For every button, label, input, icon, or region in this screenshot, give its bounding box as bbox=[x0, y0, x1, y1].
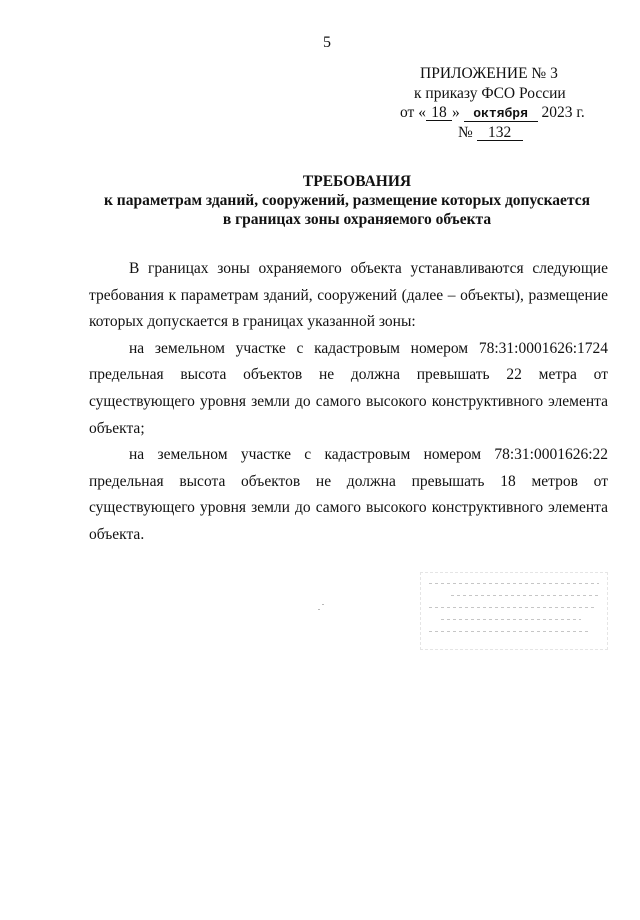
order-number: 132 bbox=[477, 125, 523, 141]
date-prefix: от « bbox=[400, 104, 426, 121]
faded-stamp bbox=[420, 572, 608, 650]
scan-speck bbox=[318, 609, 320, 610]
page-number: 5 bbox=[323, 34, 331, 51]
appendix-number bbox=[400, 123, 610, 143]
scan-speck bbox=[322, 604, 324, 605]
date-month: октября bbox=[464, 106, 538, 122]
paragraph-item-1: на земельном участке с кадастровым номером 78:31:0001626:1724 предельная высота объектов не должна превышать 22 метра от существующего уровня земли до самого высокого конструктивного элемента объекта; bbox=[89, 339, 608, 437]
appendix-date bbox=[400, 103, 610, 123]
date-mid: » bbox=[451, 104, 460, 121]
appendix-header bbox=[400, 64, 610, 142]
date-day: 18 bbox=[426, 105, 452, 121]
appendix-order-ref: к приказу ФСО России bbox=[414, 84, 566, 102]
title-subtitle-line-1: к параметрам зданий, сооружений, размещение которых допускается bbox=[103, 192, 591, 209]
number-prefix: № bbox=[458, 123, 473, 141]
title-main: ТРЕБОВАНИЯ bbox=[302, 173, 412, 190]
date-suffix: 2023 г. bbox=[541, 104, 585, 121]
document-body bbox=[89, 256, 608, 549]
paragraph-item-2: на земельном участке с кадастровым номером 78:31:0001626:22 предельная высота объектов не должна превышать 18 метров от существующего уровня земли до самого высокого конструктивного элемента объекта. bbox=[89, 446, 608, 543]
title-subtitle-line-2: в границах зоны охраняемого объекта bbox=[222, 211, 492, 228]
appendix-title: ПРИЛОЖЕНИЕ № 3 bbox=[420, 65, 558, 82]
paragraph-intro: В границах зоны охраняемого объекта устанавливаются следующие требования к параметрам зданий, сооружений (далее – объекты), размещение которых допускается в границах указанной зоны: bbox=[89, 260, 608, 331]
document-title bbox=[86, 172, 608, 229]
